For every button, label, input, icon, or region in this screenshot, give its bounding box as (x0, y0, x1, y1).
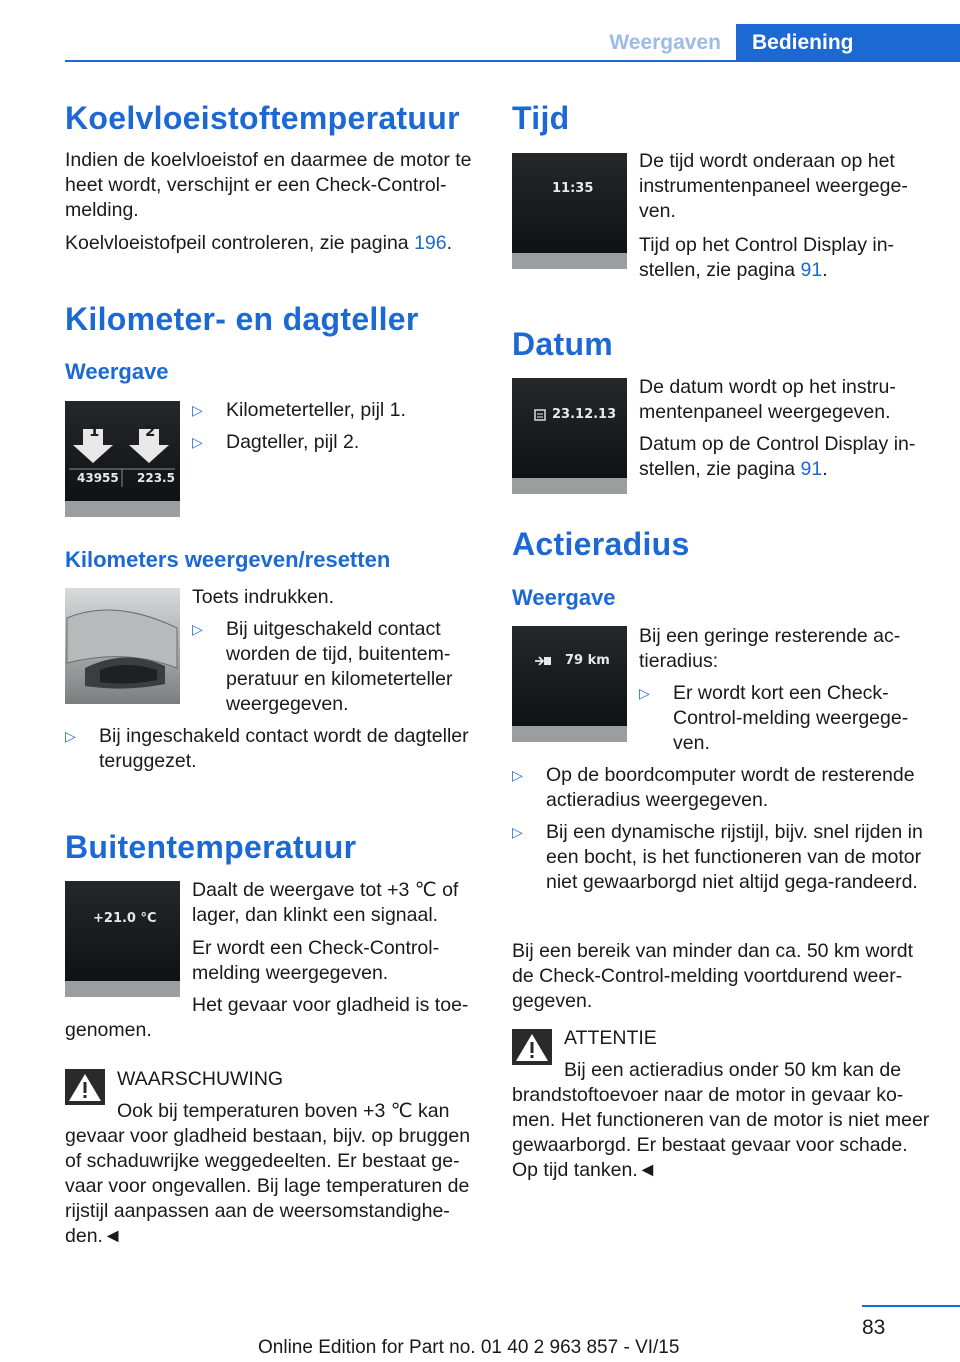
section-title-datum: Datum (512, 326, 614, 362)
warning-title: WAARSCHUWING (117, 1068, 284, 1090)
date-value: 23.12.13 (552, 407, 617, 422)
page-link-91[interactable]: 91 (800, 458, 823, 480)
list-item-text: Op de boordcomputer wordt de resterende actieradius weergegeven. (546, 764, 915, 811)
arrow-icons (65, 401, 180, 501)
list-item-text: Er wordt kort een Check-Control-melding weergege-ven. (673, 682, 909, 754)
list-item (639, 681, 932, 756)
display-panel (512, 626, 627, 726)
subsection-title-weergave: Weergave (512, 585, 616, 610)
image-bottom-strip (65, 981, 180, 997)
bullet-triangle-icon: ▷ (639, 685, 650, 701)
list-item-text: Bij uitgeschakeld contact worden de tijd, buitentem-peratuur en kilometerteller weergegeven. (226, 618, 453, 715)
list-item-text: Bij ingeschakeld contact wordt de dagteller teruggezet. (99, 725, 469, 772)
outside-temperature-image (65, 881, 180, 997)
section-title-koelvloeistof: Koelvloeistoftemperatuur (65, 100, 460, 136)
bullet-triangle-icon: ▷ (512, 824, 523, 840)
bullet-triangle-icon: ▷ (512, 767, 523, 783)
list-item (65, 724, 483, 774)
subsection-title-weergave: Weergave (65, 359, 169, 384)
paragraph: Het gevaar voor gladheid is toe- (192, 994, 469, 1016)
text: . (822, 458, 828, 480)
warning-text: gevaar voor gladheid bestaan, bijv. op bruggen of schaduwrijke weggedeelten. Er bestaat ge-vaar voor ongevallen. Bij lage temperaturen de rijstijl aanpassen aan de weersomstandighe-den.◄ (65, 1125, 471, 1247)
paragraph: genomen. (65, 1019, 152, 1041)
list-item (512, 820, 932, 895)
page-number: 83 (862, 1316, 886, 1339)
odometer-value: 43955 (77, 471, 119, 485)
text: Datum op de Control Display in-stellen, zie pagina (639, 433, 916, 480)
display-panel (65, 881, 180, 981)
bullet-triangle-icon: ▷ (65, 728, 76, 744)
time-display-image (512, 153, 627, 269)
reset-button-image (65, 588, 180, 704)
warning-text: Ook bij temperaturen boven +3 ℃ kan (117, 1100, 450, 1122)
paragraph (639, 233, 932, 283)
attention-text: brandstoftoevoer naar de motor in gevaar ko-men. Het functioneren van de motor is niet meer gewaarborgd. Er bestaat gevaar voor schade. Op tijd tanken.◄ (512, 1084, 930, 1181)
fuel-arrow-icon (534, 655, 552, 667)
list-item-text: Bij een dynamische rijstijl, bijv. snel rijden in een bocht, is het functioneren van de motor niet gewaarborgd niet altijd gega-randeerd. (546, 821, 923, 893)
list-item (192, 398, 482, 423)
attention-text: Bij een actieradius onder 50 km kan de (564, 1059, 902, 1081)
list-item-text: Kilometerteller, pijl 1. (226, 399, 406, 421)
list-item (192, 617, 482, 717)
text: . (446, 232, 453, 254)
page-link-196[interactable]: 196 (414, 232, 447, 254)
display-panel (512, 378, 627, 478)
odometer-display-image (65, 401, 180, 517)
paragraph: Daalt de weergave tot +3 ℃ of lager, dan klinkt een signaal. (192, 879, 459, 926)
calendar-icon (534, 409, 546, 421)
arrow-2-label: 2 (145, 422, 156, 440)
paragraph: Indien de koelvloeistof en daarmee de motor te heet wordt, verschijnt er een Check-Control-melding. (65, 149, 472, 221)
temperature-value: +21.0 °C (93, 911, 157, 926)
bullet-triangle-icon: ▷ (192, 402, 203, 418)
paragraph: De datum wordt op het instru-mentenpaneel weergegeven. (639, 376, 896, 423)
warning-triangle-icon (512, 1029, 552, 1065)
text: Koelvloeistofpeil controleren, zie pagina (65, 232, 415, 254)
range-display-image (512, 626, 627, 742)
edition-note: Online Edition for Part no. 01 40 2 963 857 - VI/15 (258, 1337, 680, 1358)
bullet-triangle-icon: ▷ (192, 434, 203, 450)
attention-title: ATTENTIE (564, 1027, 657, 1049)
bullet-triangle-icon: ▷ (192, 621, 203, 637)
paragraph: Bij een bereik van minder dan ca. 50 km wordt de Check-Control-melding voortdurend weer-gegeven. (512, 940, 914, 1012)
date-display-image (512, 378, 627, 494)
arrow-1-label: 1 (89, 422, 100, 440)
time-value: 11:35 (552, 181, 594, 196)
image-bottom-strip (512, 726, 627, 742)
section-title-buitentemperatuur: Buitentemperatuur (65, 829, 357, 865)
header-tab-weergaven[interactable]: Weergaven (609, 31, 721, 54)
paragraph (639, 432, 932, 482)
page-link-91[interactable]: 91 (800, 259, 823, 281)
paragraph: Toets indrukken. (192, 586, 334, 608)
header-tab-bediening[interactable]: Bediening (736, 24, 960, 62)
paragraph: De tijd wordt onderaan op het instrumentenpaneel weergege-ven. (639, 150, 908, 222)
text: Tijd op het Control Display in-stellen, zie pagina (639, 234, 895, 281)
image-bottom-strip (65, 501, 180, 517)
paragraph (65, 231, 483, 256)
subsection-title-resetten: Kilometers weergeven/resetten (65, 547, 391, 572)
list-item-text: Dagteller, pijl 2. (226, 431, 360, 453)
footer-rule (862, 1305, 960, 1307)
section-title-kilometer: Kilometer- en dagteller (65, 301, 419, 337)
image-bottom-strip (512, 478, 627, 494)
tripmeter-value: 223.5 (137, 471, 175, 485)
paragraph: Er wordt een Check-Control-melding weergegeven. (192, 937, 440, 984)
warning-triangle-icon (65, 1069, 105, 1105)
paragraph: Bij een geringe resterende ac-tieradius: (639, 625, 901, 672)
list-item (512, 763, 932, 813)
display-panel (512, 153, 627, 253)
header-rule (65, 60, 960, 62)
image-bottom-strip (512, 253, 627, 269)
section-title-actieradius: Actieradius (512, 526, 690, 562)
section-title-tijd: Tijd (512, 100, 570, 136)
list-item (192, 430, 482, 455)
range-value: 79 km (565, 653, 610, 668)
stalk-button-illustration (65, 588, 180, 704)
text: . (822, 259, 828, 281)
